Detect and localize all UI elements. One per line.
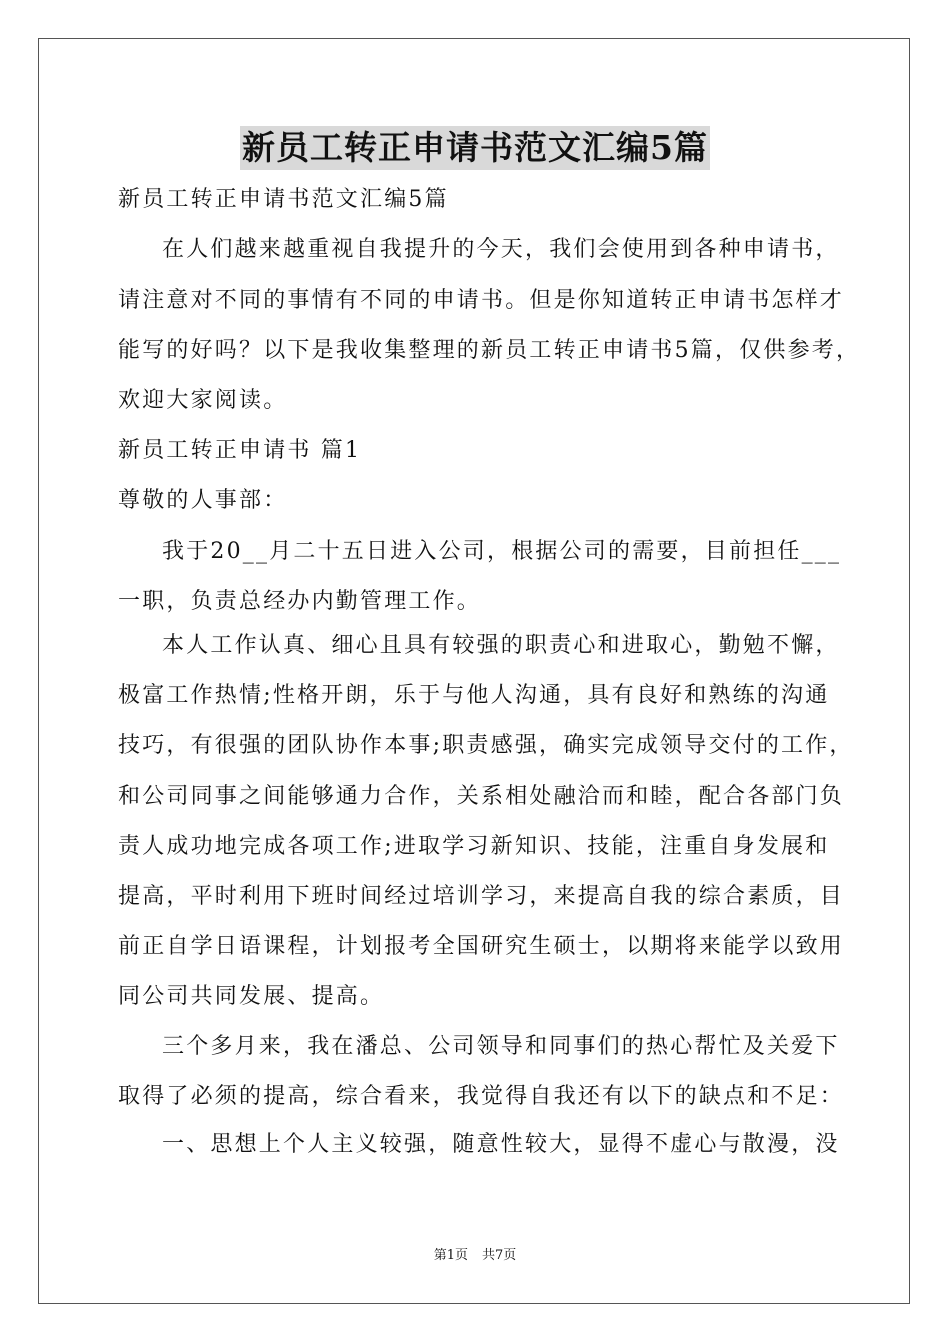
- paragraph-line: 一职，负责总经办内勤管理工作。: [118, 589, 482, 614]
- paragraph-line: 本人工作认真、细心且具有较强的职责心和进取心，勤勉不懈，: [162, 633, 840, 658]
- salutation: 尊敬的人事部：: [118, 488, 288, 513]
- paragraph-line: 三个多月来，我在潘总、公司领导和同事们的热心帮忙及关爱下: [162, 1034, 840, 1059]
- paragraph-line: 前正自学日语课程，计划报考全国研究生硕士，以期将来能学以致用: [118, 934, 845, 959]
- paragraph-line: 和公司同事之间能够通力合作，关系相处融洽而和睦，配合各部门负: [118, 784, 845, 809]
- subtitle-line: 新员工转正申请书范文汇编5篇: [118, 187, 449, 212]
- paragraph-line: 一、思想上个人主义较强，随意性较大，显得不虚心与散漫，没: [162, 1132, 840, 1157]
- title-container: [0, 126, 950, 170]
- paragraph-line: 我于20__月二十五日进入公司，根据公司的需要，目前担任___: [162, 539, 842, 564]
- page-total: 共7页: [482, 1248, 517, 1263]
- paragraph-line: 欢迎大家阅读。: [118, 388, 288, 413]
- paragraph-line: 技巧，有很强的团队协作本事;职责感强，确实完成领导交付的工作，: [118, 733, 854, 758]
- paragraph-line: 极富工作热情;性格开朗，乐于与他人沟通，具有良好和熟练的沟通: [118, 683, 830, 708]
- document-title: 新员工转正申请书范文汇编5篇: [240, 126, 710, 170]
- paragraph-line: 同公司共同发展、提高。: [118, 984, 385, 1009]
- section-heading: 新员工转正申请书 篇1: [118, 438, 362, 463]
- paragraph-line: 请注意对不同的事情有不同的申请书。但是你知道转正申请书怎样才: [118, 288, 845, 313]
- paragraph-line: 取得了必须的提高，综合看来，我觉得自我还有以下的缺点和不足：: [118, 1084, 845, 1109]
- paragraph-line: 在人们越来越重视自我提升的今天，我们会使用到各种申请书，: [162, 237, 840, 262]
- paragraph-line: 提高，平时利用下班时间经过培训学习，来提高自我的综合素质，目: [118, 884, 845, 909]
- page-border: [38, 38, 910, 1304]
- page-number: 第1页: [433, 1248, 468, 1263]
- paragraph-line: 责人成功地完成各项工作;进取学习新知识、技能，注重自身发展和: [118, 834, 830, 859]
- page-footer: [0, 1247, 950, 1265]
- paragraph-line: 能写的好吗？以下是我收集整理的新员工转正申请书5篇，仅供参考，: [118, 338, 861, 363]
